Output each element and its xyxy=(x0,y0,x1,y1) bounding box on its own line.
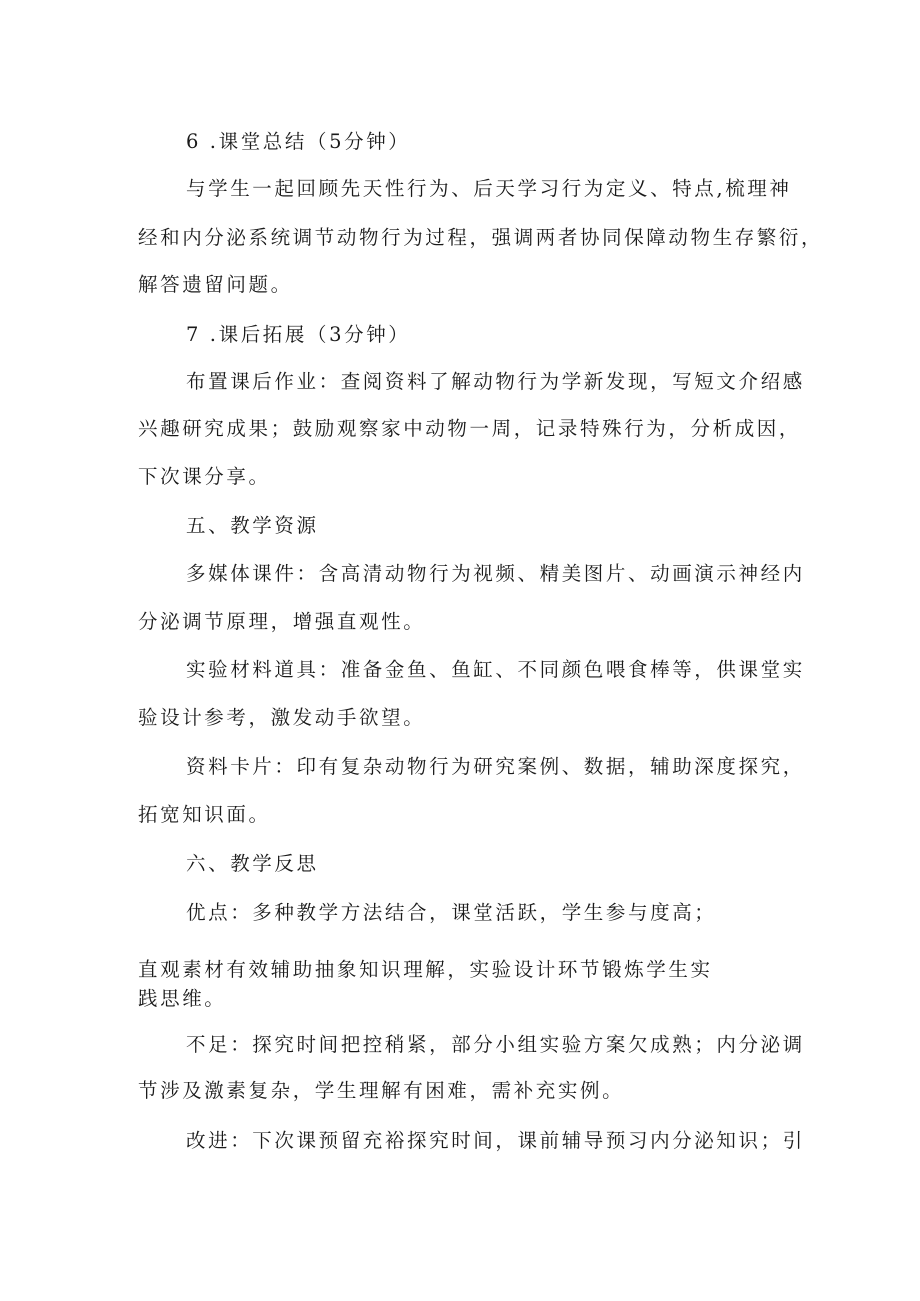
paragraph-line: 资料卡片：印有复杂动物行为研究案例、数据，辅助深度探究， xyxy=(186,755,805,778)
paragraph-line: 兴趣研究成果；鼓励观察家中动物一周，记录特殊行为，分析成因， xyxy=(138,417,802,440)
paragraph-line: 解答遗留问题。 xyxy=(138,273,293,296)
paragraph-line: 验设计参考，激发动手欲望。 xyxy=(138,706,426,729)
paragraph-line: 践思维。 xyxy=(138,987,227,1010)
section-heading-after-class: 7 .课后拓展（3分钟） xyxy=(186,323,411,346)
paragraph-line: 多媒体课件：含高清动物行为视频、精美图片、动画演示神经内 xyxy=(186,562,805,585)
paragraph-line: 分泌调节原理，增强直观性。 xyxy=(138,610,426,633)
paragraph-line: 下次课分享。 xyxy=(138,465,271,488)
paragraph-line: 实验材料道具：准备金鱼、鱼缸、不同颜色喂食棒等，供课堂实 xyxy=(186,658,805,681)
paragraph-line: 改进：下次课预留充裕探究时间，课前辅导预习内分泌知识；引 xyxy=(186,1129,805,1152)
section-heading-resources: 五、教学资源 xyxy=(186,514,319,537)
paragraph-line: 优点：多种教学方法结合，课堂活跃，学生参与度高； xyxy=(186,901,717,924)
paragraph-line: 经和内分泌系统调节动物行为过程，强调两者协同保障动物生存繁衍， xyxy=(138,226,824,249)
paragraph-line: 布置课后作业：查阅资料了解动物行为学新发现，写短文介绍感 xyxy=(186,370,805,393)
paragraph-line: 拓宽知识面。 xyxy=(138,803,271,826)
paragraph-line: 直观素材有效辅助抽象知识理解，实验设计环节锻炼学生实 xyxy=(138,958,713,981)
paragraph-line: 节涉及激素复杂，学生理解有困难，需补充实例。 xyxy=(138,1079,625,1102)
section-heading-class-summary: 6 .课堂总结（5分钟） xyxy=(186,130,411,153)
paragraph-line: 不足：探究时间把控稍紧，部分小组实验方案欠成熟；内分泌调 xyxy=(186,1033,805,1056)
section-heading-reflection: 六、教学反思 xyxy=(186,852,319,875)
paragraph-line: 与学生一起回顾先天性行为、后天学习行为定义、特点,梳理神 xyxy=(186,177,792,200)
